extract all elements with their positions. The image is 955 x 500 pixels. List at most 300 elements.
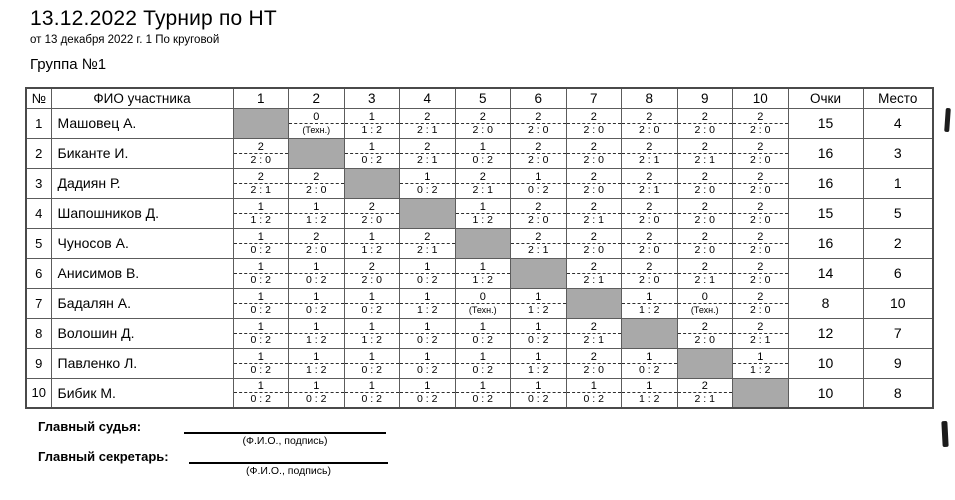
match-sets-score: 0 : 2 [250, 393, 271, 406]
match-sets-score: 2 : 1 [528, 243, 549, 256]
match-sets-score: 0 : 2 [250, 303, 271, 316]
match-result-cell [733, 318, 789, 348]
player-place: 4 [863, 108, 933, 138]
match-result-cell [344, 108, 400, 138]
match-result-cell [233, 288, 289, 318]
match-sets-score: 0 : 2 [528, 183, 549, 196]
match-points-value: 1 [234, 350, 289, 364]
player-name: Волошин Д. [51, 318, 233, 348]
column-header-opponent-1: 1 [233, 88, 289, 108]
match-result-cell [289, 258, 345, 288]
match-sets-score: 2 : 1 [417, 123, 438, 136]
match-result-cell [400, 168, 456, 198]
match-sets-score: 2 : 0 [583, 363, 604, 376]
table-row [26, 108, 933, 138]
match-result-cell [566, 348, 622, 378]
match-result-cell [677, 288, 733, 318]
match-result-cell [566, 168, 622, 198]
match-points-value: 0 [678, 290, 733, 304]
match-points-value: 1 [456, 200, 511, 214]
player-number: 10 [26, 378, 51, 408]
self-match-cell [511, 258, 567, 288]
match-points-value: 1 [400, 170, 455, 184]
table-row [26, 348, 933, 378]
match-result-cell [344, 318, 400, 348]
match-sets-score: 1 : 2 [639, 393, 660, 406]
match-points-value: 2 [511, 140, 566, 154]
match-points-value: 2 [289, 170, 344, 184]
match-result-cell [566, 258, 622, 288]
match-points-value: 1 [234, 230, 289, 244]
match-sets-score: 2 : 0 [361, 213, 382, 226]
column-header-opponent-6: 6 [511, 88, 567, 108]
match-result-cell [733, 228, 789, 258]
match-sets-score: 0 : 2 [250, 243, 271, 256]
match-points-value: 1 [622, 350, 677, 364]
match-sets-score: 1 : 2 [472, 273, 493, 286]
match-points-value: 2 [234, 140, 289, 154]
player-name: Анисимов В. [51, 258, 233, 288]
table-row [26, 378, 933, 408]
player-place: 8 [863, 378, 933, 408]
chief-judge-label: Главный судья: [38, 419, 142, 434]
match-sets-score: 2 : 0 [528, 213, 549, 226]
match-sets-score: 1 : 2 [361, 333, 382, 346]
match-result-cell [344, 378, 400, 408]
table-row [26, 318, 933, 348]
match-points-value: 1 [400, 320, 455, 334]
match-points-value: 1 [511, 290, 566, 304]
player-number: 6 [26, 258, 51, 288]
scan-artifact [941, 421, 948, 447]
match-points-value: 2 [567, 260, 622, 274]
table-row [26, 288, 933, 318]
match-points-value: 1 [234, 260, 289, 274]
match-points-value: 1 [733, 350, 788, 364]
match-points-value: 1 [345, 320, 400, 334]
match-sets-score: 1 : 2 [528, 363, 549, 376]
match-result-cell [400, 228, 456, 258]
match-result-cell [566, 138, 622, 168]
match-points-value: 1 [345, 230, 400, 244]
match-sets-score: 2 : 1 [639, 183, 660, 196]
match-sets-score: 0 : 2 [417, 333, 438, 346]
match-sets-score: 2 : 0 [306, 243, 327, 256]
match-points-value: 2 [622, 200, 677, 214]
player-place: 7 [863, 318, 933, 348]
match-sets-score: 2 : 0 [750, 243, 771, 256]
match-result-cell [289, 288, 345, 318]
match-result-cell [400, 288, 456, 318]
match-points-value: 1 [345, 350, 400, 364]
match-points-value: 2 [456, 170, 511, 184]
match-points-value: 2 [678, 200, 733, 214]
player-name: Машовец А. [51, 108, 233, 138]
player-name: Бадалян А. [51, 288, 233, 318]
column-header-number: № [26, 88, 51, 108]
match-result-cell [400, 258, 456, 288]
column-header-opponent-8: 8 [622, 88, 678, 108]
self-match-cell [400, 198, 456, 228]
match-result-cell [400, 138, 456, 168]
match-sets-score: 0 : 2 [528, 393, 549, 406]
chief-judge-signature-caption: (Ф.И.О., подпись) [242, 435, 328, 447]
player-number: 2 [26, 138, 51, 168]
match-sets-score: 2 : 0 [583, 183, 604, 196]
player-points: 15 [788, 198, 863, 228]
match-sets-score: 0 : 2 [417, 363, 438, 376]
match-sets-score: (Техн.) [468, 304, 497, 315]
match-points-value: 0 [456, 290, 511, 304]
match-sets-score: 0 : 2 [472, 333, 493, 346]
match-points-value: 1 [345, 140, 400, 154]
match-points-value: 2 [622, 230, 677, 244]
match-result-cell [455, 348, 511, 378]
match-result-cell [733, 138, 789, 168]
match-sets-score: 2 : 1 [417, 153, 438, 166]
match-result-cell [233, 168, 289, 198]
chief-judge-signature-line [184, 432, 386, 434]
column-header-opponent-3: 3 [344, 88, 400, 108]
match-points-value: 2 [511, 230, 566, 244]
match-sets-score: 0 : 2 [472, 153, 493, 166]
match-points-value: 1 [511, 170, 566, 184]
match-points-value: 2 [567, 200, 622, 214]
match-sets-score: 2 : 1 [472, 183, 493, 196]
match-points-value: 2 [567, 140, 622, 154]
match-result-cell [677, 228, 733, 258]
match-sets-score: 2 : 1 [694, 273, 715, 286]
match-result-cell [511, 228, 567, 258]
player-number: 9 [26, 348, 51, 378]
match-sets-score: 1 : 2 [306, 213, 327, 226]
self-match-cell [677, 348, 733, 378]
match-result-cell [455, 138, 511, 168]
table-row [26, 168, 933, 198]
match-sets-score: 2 : 0 [639, 273, 660, 286]
match-result-cell [677, 378, 733, 408]
match-sets-score: 0 : 2 [639, 363, 660, 376]
column-header-place: Место [863, 88, 933, 108]
match-result-cell [733, 288, 789, 318]
match-points-value: 1 [622, 379, 677, 393]
match-result-cell [677, 258, 733, 288]
match-result-cell [455, 378, 511, 408]
match-points-value: 1 [567, 379, 622, 393]
match-points-value: 2 [400, 110, 455, 124]
column-header-opponent-9: 9 [677, 88, 733, 108]
player-number: 5 [26, 228, 51, 258]
player-points: 10 [788, 348, 863, 378]
match-sets-score: 2 : 1 [583, 273, 604, 286]
self-match-cell [566, 288, 622, 318]
player-points: 12 [788, 318, 863, 348]
match-sets-score: 0 : 2 [417, 393, 438, 406]
group-title: Группа №1 [30, 56, 107, 73]
match-sets-score: 1 : 2 [750, 363, 771, 376]
match-points-value: 1 [345, 379, 400, 393]
match-result-cell [344, 348, 400, 378]
column-header-opponent-4: 4 [400, 88, 456, 108]
match-sets-score: 1 : 2 [306, 333, 327, 346]
self-match-cell [455, 228, 511, 258]
match-points-value: 2 [567, 350, 622, 364]
match-sets-score: 2 : 0 [639, 123, 660, 136]
match-result-cell [511, 288, 567, 318]
match-result-cell [233, 318, 289, 348]
player-place: 9 [863, 348, 933, 378]
match-points-value: 2 [345, 260, 400, 274]
match-sets-score: 0 : 2 [417, 183, 438, 196]
match-sets-score: 0 : 2 [250, 333, 271, 346]
match-points-value: 1 [456, 140, 511, 154]
match-points-value: 2 [733, 110, 788, 124]
match-sets-score: (Техн.) [302, 124, 331, 135]
match-sets-score: 2 : 1 [694, 153, 715, 166]
page-title: 13.12.2022 Турнир по НТ [30, 7, 277, 30]
match-sets-score: 2 : 0 [750, 153, 771, 166]
match-points-value: 2 [345, 200, 400, 214]
player-number: 4 [26, 198, 51, 228]
player-place: 6 [863, 258, 933, 288]
match-sets-score: 1 : 2 [417, 303, 438, 316]
match-points-value: 2 [733, 290, 788, 304]
match-sets-score: 2 : 0 [639, 243, 660, 256]
player-name: Бибик М. [51, 378, 233, 408]
match-sets-score: 2 : 0 [528, 123, 549, 136]
match-sets-score: 0 : 2 [250, 273, 271, 286]
match-sets-score: 2 : 1 [417, 243, 438, 256]
match-points-value: 2 [678, 260, 733, 274]
match-sets-score: 2 : 0 [528, 153, 549, 166]
match-points-value: 1 [400, 350, 455, 364]
match-result-cell [455, 198, 511, 228]
player-points: 16 [788, 168, 863, 198]
match-sets-score: 2 : 0 [750, 213, 771, 226]
match-result-cell [733, 108, 789, 138]
match-points-value: 1 [400, 290, 455, 304]
match-sets-score: 2 : 0 [694, 333, 715, 346]
player-number: 3 [26, 168, 51, 198]
match-sets-score: 2 : 0 [583, 123, 604, 136]
match-result-cell [233, 138, 289, 168]
match-sets-score: 2 : 1 [250, 183, 271, 196]
match-sets-score: 0 : 2 [583, 393, 604, 406]
match-result-cell [622, 378, 678, 408]
match-result-cell [455, 288, 511, 318]
match-sets-score: 2 : 0 [694, 183, 715, 196]
match-result-cell [344, 198, 400, 228]
match-points-value: 1 [289, 200, 344, 214]
match-result-cell [566, 378, 622, 408]
chief-secretary-signature-caption: (Ф.И.О., подпись) [246, 465, 331, 477]
match-result-cell [677, 168, 733, 198]
match-sets-score: 0 : 2 [250, 363, 271, 376]
results-table [25, 87, 934, 409]
match-result-cell [233, 228, 289, 258]
column-header-opponent-5: 5 [455, 88, 511, 108]
self-match-cell [233, 108, 289, 138]
match-points-value: 2 [622, 260, 677, 274]
match-result-cell [289, 318, 345, 348]
chief-secretary-label: Главный секретарь: [38, 449, 169, 464]
match-points-value: 1 [234, 200, 289, 214]
match-result-cell [289, 108, 345, 138]
column-header-opponent-10: 10 [733, 88, 789, 108]
player-place: 2 [863, 228, 933, 258]
match-points-value: 2 [733, 170, 788, 184]
match-result-cell [622, 288, 678, 318]
match-points-value: 2 [400, 230, 455, 244]
match-sets-score: 2 : 0 [583, 153, 604, 166]
match-sets-score: 1 : 2 [361, 123, 382, 136]
match-points-value: 2 [567, 170, 622, 184]
match-sets-score: 1 : 2 [528, 303, 549, 316]
column-header-name: ФИО участника [51, 88, 233, 108]
match-points-value: 2 [678, 379, 733, 393]
match-result-cell [622, 108, 678, 138]
match-result-cell [400, 318, 456, 348]
match-points-value: 2 [234, 170, 289, 184]
match-points-value: 2 [678, 170, 733, 184]
match-points-value: 1 [234, 290, 289, 304]
match-points-value: 1 [234, 379, 289, 393]
page-subtitle: от 13 декабря 2022 г. 1 По круговой [30, 34, 220, 46]
match-points-value: 1 [345, 110, 400, 124]
match-points-value: 1 [456, 320, 511, 334]
match-points-value: 1 [234, 320, 289, 334]
column-header-opponent-2: 2 [289, 88, 345, 108]
match-points-value: 2 [678, 140, 733, 154]
match-points-value: 1 [289, 290, 344, 304]
match-sets-score: 0 : 2 [361, 303, 382, 316]
player-name: Шапошников Д. [51, 198, 233, 228]
match-result-cell [511, 168, 567, 198]
match-points-value: 2 [622, 140, 677, 154]
match-points-value: 2 [678, 110, 733, 124]
match-sets-score: 0 : 2 [472, 393, 493, 406]
match-result-cell [622, 258, 678, 288]
match-result-cell [400, 348, 456, 378]
player-points: 16 [788, 228, 863, 258]
match-sets-score: 2 : 0 [694, 213, 715, 226]
match-result-cell [344, 138, 400, 168]
match-result-cell [344, 228, 400, 258]
match-result-cell [289, 378, 345, 408]
match-result-cell [733, 198, 789, 228]
match-sets-score: 1 : 2 [306, 363, 327, 376]
match-sets-score: 2 : 0 [361, 273, 382, 286]
match-result-cell [511, 318, 567, 348]
table-row [26, 198, 933, 228]
match-result-cell [622, 138, 678, 168]
match-sets-score: 0 : 2 [306, 303, 327, 316]
match-result-cell [622, 168, 678, 198]
player-points: 15 [788, 108, 863, 138]
match-result-cell [677, 198, 733, 228]
match-sets-score: 2 : 1 [694, 393, 715, 406]
match-sets-score: 1 : 2 [361, 243, 382, 256]
match-points-value: 1 [511, 379, 566, 393]
player-place: 10 [863, 288, 933, 318]
match-result-cell [455, 318, 511, 348]
match-result-cell [400, 108, 456, 138]
match-result-cell [344, 288, 400, 318]
match-points-value: 1 [400, 379, 455, 393]
match-sets-score: 1 : 2 [250, 213, 271, 226]
match-points-value: 1 [289, 379, 344, 393]
self-match-cell [344, 168, 400, 198]
match-sets-score: 2 : 0 [750, 273, 771, 286]
match-result-cell [511, 108, 567, 138]
match-points-value: 1 [511, 350, 566, 364]
match-result-cell [289, 168, 345, 198]
match-points-value: 2 [678, 320, 733, 334]
match-sets-score: 0 : 2 [417, 273, 438, 286]
match-sets-score: 0 : 2 [361, 363, 382, 376]
match-points-value: 2 [511, 110, 566, 124]
player-points: 10 [788, 378, 863, 408]
player-name: Павленко Л. [51, 348, 233, 378]
match-result-cell [511, 138, 567, 168]
player-name: Дадиян Р. [51, 168, 233, 198]
match-sets-score: 2 : 0 [583, 243, 604, 256]
match-sets-score: 0 : 2 [472, 363, 493, 376]
match-sets-score: 2 : 0 [472, 123, 493, 136]
match-points-value: 2 [289, 230, 344, 244]
match-sets-score: 2 : 0 [694, 243, 715, 256]
match-result-cell [622, 198, 678, 228]
player-points: 14 [788, 258, 863, 288]
table-row [26, 258, 933, 288]
player-place: 5 [863, 198, 933, 228]
match-result-cell [622, 348, 678, 378]
match-result-cell [566, 198, 622, 228]
match-sets-score: 2 : 1 [750, 333, 771, 346]
player-name: Чуносов А. [51, 228, 233, 258]
match-points-value: 2 [678, 230, 733, 244]
self-match-cell [733, 378, 789, 408]
match-result-cell [677, 138, 733, 168]
player-place: 1 [863, 168, 933, 198]
match-result-cell [344, 258, 400, 288]
match-result-cell [733, 168, 789, 198]
match-points-value: 2 [622, 170, 677, 184]
match-points-value: 2 [456, 110, 511, 124]
match-sets-score: 1 : 2 [639, 303, 660, 316]
player-number: 1 [26, 108, 51, 138]
match-sets-score: 2 : 1 [639, 153, 660, 166]
match-result-cell [289, 348, 345, 378]
match-result-cell [233, 378, 289, 408]
match-sets-score: 2 : 0 [750, 303, 771, 316]
match-result-cell [233, 198, 289, 228]
match-points-value: 1 [289, 350, 344, 364]
match-result-cell [289, 198, 345, 228]
match-points-value: 1 [456, 350, 511, 364]
column-header-opponent-7: 7 [566, 88, 622, 108]
match-result-cell [566, 108, 622, 138]
match-result-cell [733, 258, 789, 288]
player-number: 7 [26, 288, 51, 318]
match-result-cell [733, 348, 789, 378]
match-result-cell [233, 258, 289, 288]
self-match-cell [289, 138, 345, 168]
match-points-value: 2 [733, 200, 788, 214]
match-result-cell [511, 378, 567, 408]
match-result-cell [677, 318, 733, 348]
match-sets-score: 2 : 0 [694, 123, 715, 136]
